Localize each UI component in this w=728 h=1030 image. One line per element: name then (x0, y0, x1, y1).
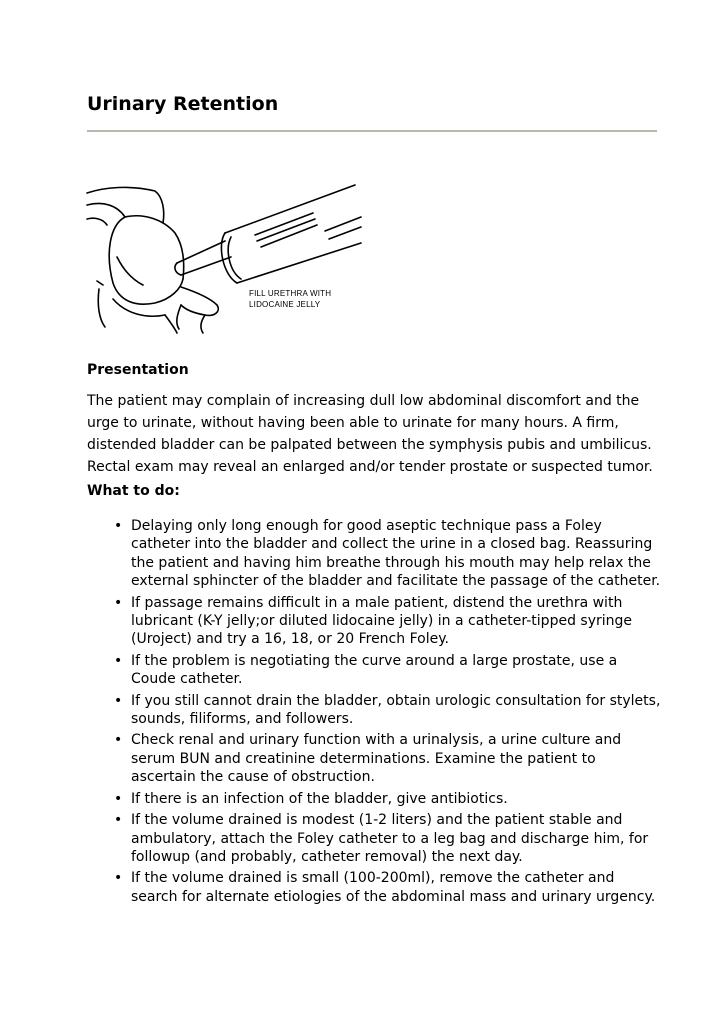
bullet-icon: • (114, 790, 123, 807)
list-item-text: If the volume drained is modest (1-2 liters) and the patient stable and ambulatory, attach the Foley catheter to a leg bag and discharge him, for followup (and probably, catheter removal) the next day. (131, 812, 649, 865)
presentation-heading: Presentation (87, 362, 189, 378)
bullet-icon: • (114, 870, 123, 887)
list-item-text: Delaying only long enough for good aseptic technique pass a Foley catheter into the bladder and collect the urine in a closed bag. Reassuring the patient and having him breathe through his mouth may help relax the external sphincter of the bladder and facilitate the passage of the catheter. (131, 518, 661, 590)
list-item (87, 790, 662, 808)
figure-caption-line-2: LIDOCAINE JELLY (249, 300, 321, 309)
bullet-icon: • (114, 518, 123, 534)
list-item-text: If the problem is negotiating the curve around a large prostate, use a Coude catheter. (131, 652, 618, 688)
list-item (87, 594, 662, 649)
list-item (87, 692, 662, 729)
page-title: Urinary Retention (87, 93, 279, 115)
list-item-text: If the volume drained is small (100-200ml), remove the catheter and search for alternate etiologies of the abdominal mass and urinary urgency. (131, 870, 656, 905)
list-item-text: If passage remains difficult in a male patient, distend the urethra with lubricant (K-Y jelly;or diluted lidocaine jelly) in a catheter-tipped syringe (Uroject) and try a 16, 18, or 20 French Foley. (131, 594, 633, 648)
bullet-icon: • (114, 594, 123, 611)
illustration-syringe-urethra (85, 183, 365, 338)
list-item-text: If you still cannot drain the bladder, obtain urologic consultation for stylets, sounds, filiforms, and followers. (131, 692, 661, 728)
list-item (87, 811, 662, 866)
list-item-text: Check renal and urinary function with a urinalysis, a urine culture and serum BUN and creatinine determinations. Examine the patient to ascertain the cause of obstruction. (131, 732, 622, 786)
list-item-text: If there is an infection of the bladder, give antibiotics. (131, 790, 508, 807)
list-item (87, 731, 662, 786)
figure-caption-line-1: FILL URETHRA WITH (249, 289, 332, 298)
list-item (87, 869, 662, 906)
list-item (87, 652, 662, 689)
what-to-do-heading: What to do: (87, 483, 180, 499)
list-item (87, 517, 662, 591)
bullet-icon: • (114, 692, 123, 709)
illustration-drawing (85, 183, 365, 338)
bullet-icon: • (114, 652, 123, 669)
title-divider (87, 130, 657, 132)
presentation-paragraph: The patient may complain of increasing dull low abdominal discomfort and the urge to urinate, without having been able to urinate for many hours. A firm, distended bladder can be palpated between the symphysis pubis and umbilicus. Rectal exam may reveal an enlarged and/or tender prostate or suspected tumor. (87, 393, 653, 475)
bullet-icon: • (114, 732, 123, 749)
bullet-icon: • (114, 812, 123, 829)
what-to-do-list (87, 517, 662, 909)
